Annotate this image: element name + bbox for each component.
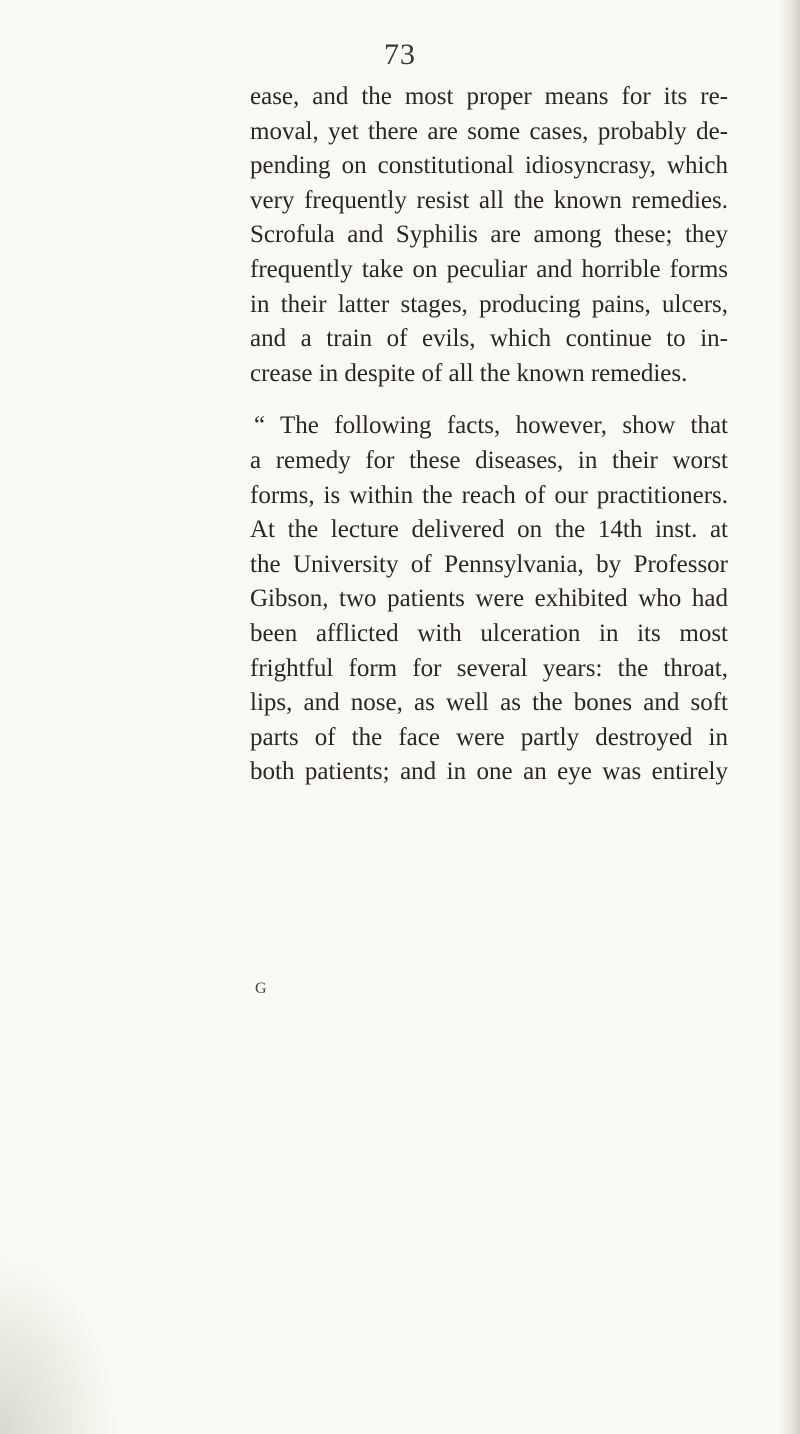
text-line: frightful form for several years: the throat, [250,654,728,682]
text-line: the University of Pennsylvania, by Professor [250,550,728,578]
text-line: in their latter stages, producing pains, ulcers, [250,290,728,318]
text-line: ease, and the most proper means for its re- [250,83,728,110]
signature-mark: G [255,980,267,997]
paragraph-2 [250,409,728,790]
text-line: very frequently resist all the known remedies. [250,186,728,214]
text-line: lips, and nose, as well as the bones and soft [250,689,728,717]
text-line: “ The following facts, however, show that [254,412,728,440]
paragraph-gap [250,391,728,409]
text-line: Scrofula and Syphilis are among these; they [250,221,728,249]
text-line: Gibson, two patients were exhibited who had [250,585,728,613]
paragraph-1 [250,80,728,391]
body-text [250,80,728,790]
text-line: pending on constitutional idiosyncrasy, which [250,152,728,180]
text-line: At the lecture delivered on the 14th inst. at [250,516,728,544]
text-line: and a train of evils, which continue to in- [250,325,728,353]
text-line: forms, is within the reach of our practitioners. [250,481,728,509]
text-line: both patients; and in one an eye was entirely [250,758,728,786]
page-stain [0,1254,120,1434]
text-line: parts of the face were partly destroyed in [250,723,728,751]
text-line: frequently take on peculiar and horrible forms [250,255,728,283]
text-line: a remedy for these diseases, in their worst [250,446,728,474]
page-edge [778,0,800,1434]
text-line: crease in despite of all the known remedies. [250,359,688,387]
text-line: been afflicted with ulceration in its most [250,619,728,647]
text-line: moval, yet there are some cases, probably de- [250,117,728,145]
page-number: 73 [384,38,416,71]
